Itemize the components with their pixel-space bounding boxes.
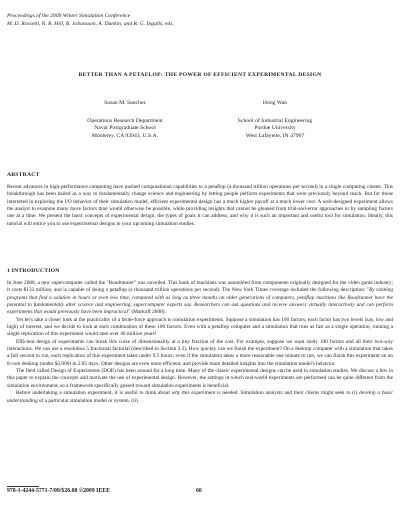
proceedings-header [7,12,393,29]
abstract-paragraph: Recent advances in high-performance computing have pushed computational capabilities to a petaflop (a thousand trillion operations per second) in a single computing cluster. This breakthrough has been hailed as a way to fundamentally change science and engineering by letting people perform experiments that were previously beyond reach. But for those interested in exploring the I/O behavior of their simulation model, efficient experimental design has a much higher payoff at a much lower cost. A well-designed experiment allows the analyst to examine many more factors than would otherwise be possible, while providing insights that cannot be gleaned from trial-and-error approaches or by sampling factors one at a time. We present the basic concepts of experimental design, the types of goals it can address, and why it is such an important and useful tool for simulation. Ideally, this tutorial will entice you to use experimental designs in your upcoming simulation studies. [7,184,393,227]
intro-paragraph: Yet let's take a closer look at the practicality of a brute-force approach to simulation experiments. Suppose a simulation has 100 factors, each factor has two levels (say, low and high) of interest, and we decide to look at each combination of these 100 factors. Even with a petaflop computer and a simulation that runs as fast as a single operation, running a single replication of this experiment would take over 40 million years! [7,316,393,338]
abstract-body [7,184,393,228]
intro-paragraph: Before undertaking a simulation experiment, it is useful to think about why this experiment is needed. Simulation analysts and their clients might seek to (i) develop a basic understanding of a particular simulation model or system, (ii) [7,390,393,404]
introduction-body [7,280,393,405]
footer-rule [7,486,39,487]
author-block [40,100,210,140]
author-affiliation: Naval Postgraduate School [94,125,156,132]
page-number: 60 [196,488,202,494]
author-name: Susan M. Sanchez [104,100,146,106]
author-affiliation: School of Industrial Engineering [237,117,313,124]
paper-title: BETTER THAN A PETAFLOP: THE POWER OF EFFICIENT EXPERIMENTAL DESIGN [78,72,322,78]
footer-isbn: 978-1-4244-5771-7/09/$26.00 ©2009 IEEE [7,488,111,494]
proceedings-editors: M. D. Rossetti, R. R. Hill, B. Johansson, A. Dunkin, and R. G. Ingalls, eds. [7,21,174,28]
intro-paragraph: Efficient design of experiments can break this curse of dimensionality at a tiny fraction of the cost. For example, suppose we want study 100 factors and all their two-way interactions. We can use a resolution 5 fractional factorial (described in Section 3.3). How quickly can we finish the experiment? On a desktop computer with a simulation that takes a full second to run, each replication of this experiment takes under 9.5 hours; even if the simulation takes a more reasonable one minute to run, we can finish this experiment on an 8-core desktop (under $3,000) in 2.85 days. Other designs are even more efficient, and provide more detailed insights into the simulation model's behavior. [7,338,393,367]
intro-paragraph: In June 2008, a new supercomputer called the "Roadrunner" was unveiled. This bank of machines was assembled from components originally designed for the video game industry; it costs $133 million, and is capable of doing a petaflop (a thousand trillion operations per second). The New York Times coverage included the following description: "By running programs that find a solution in hours or even less time, compared with as long as three months on older generations of computers, petaflop machines like Roadrunner have the potential to fundamentally alter science and engineering, supercomputer experts say. Researchers can ask questions and receive answers virtually interactively and can perform experiments that would previously have been impractical" (Markoff 2008). [7,280,394,316]
abstract-heading: ABSTRACT [7,172,40,178]
author-affiliation: Operations Research Department [87,117,163,124]
proceedings-title: Proceedings of the 2009 Winter Simulation Conference [7,13,131,19]
section-heading-introduction: 1 INTRODUCTION [7,268,60,274]
author-block [190,100,360,140]
author-address: Monterey, CA 93943, U.S.A. [91,132,159,139]
intro-paragraph: The field called Design of Experiments (DOE) has been around for a long time. Many of the classic experimental designs can be used in simulation studies. We discuss a few in this paper to explain the concepts and motivate the use of experimental design. However, the settings in which real-world experiments are performed can be quite different from the simulation environment, so a framework specifically geared toward simulation experiments is beneficial. [7,368,393,389]
author-address: West Lafayette, IN 47907 [245,132,305,139]
author-affiliation: Purdue University [254,125,296,132]
author-name: Hong Wan [262,100,288,106]
